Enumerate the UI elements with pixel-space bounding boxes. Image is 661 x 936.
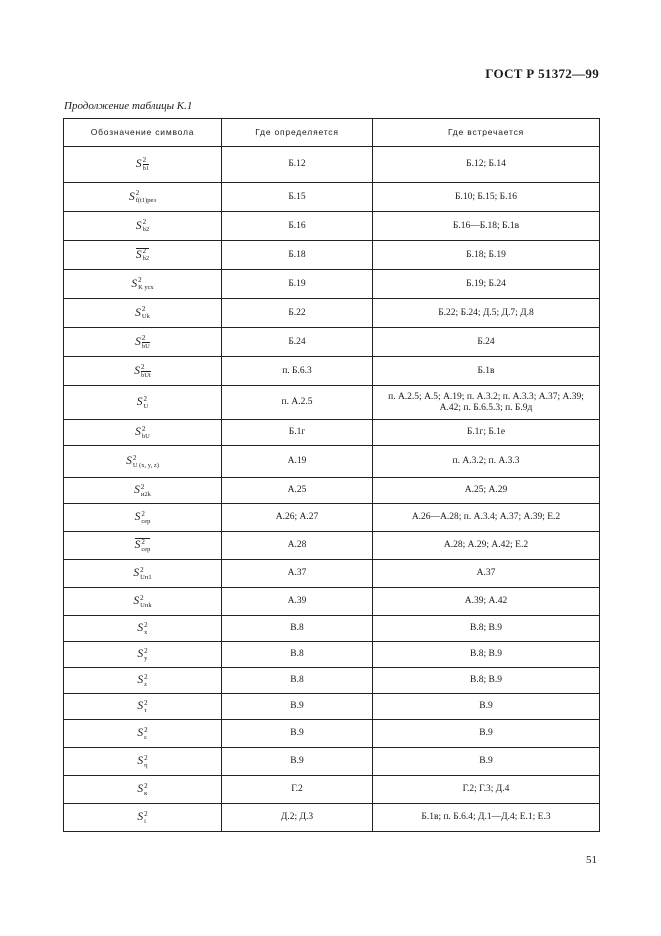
symbol-subscript: η <box>144 761 148 769</box>
defined-cell: В.9 <box>222 748 373 776</box>
symbol-subscript: Uk <box>141 313 150 320</box>
table-header-row <box>64 119 600 147</box>
symbol-base: S <box>135 335 141 348</box>
symbol-subscript: Uпk <box>140 601 152 609</box>
symbol-notation <box>135 426 150 438</box>
symbol-cell <box>64 299 222 328</box>
table-row <box>64 720 600 748</box>
symbol-base: S <box>135 306 141 319</box>
table-row <box>64 694 600 720</box>
symbol-base: S <box>135 158 142 171</box>
symbol-superscript: 2 <box>141 305 146 313</box>
symbol-cell <box>64 720 222 748</box>
symbol-cell <box>64 668 222 694</box>
symbol-superscript: 2 <box>140 593 144 602</box>
symbol-cell <box>64 588 222 616</box>
symbol-cell <box>64 357 222 386</box>
page-number: 51 <box>586 854 597 866</box>
used-cell: А.28; А.29; А.42; Е.2 <box>373 532 600 560</box>
defined-cell: Б.15 <box>222 183 373 212</box>
symbol-notation <box>137 811 147 823</box>
symbol-subscript: z <box>144 680 148 688</box>
symbol-notation <box>137 622 147 634</box>
symbol-base: S <box>131 277 138 290</box>
symbol-notation <box>137 648 147 660</box>
used-cell: А.37 <box>373 560 600 588</box>
used-cell: Б.18; Б.19 <box>373 241 600 270</box>
document-standard-title: ГОСТ Р 51372—99 <box>485 66 599 81</box>
symbol-superscript: 2 <box>141 362 145 371</box>
defined-cell: А.19 <box>222 446 373 478</box>
symbol-cell <box>64 446 222 478</box>
table-row <box>64 532 600 560</box>
symbol-cell <box>64 241 222 270</box>
symbol-superscript: 2 <box>138 276 142 284</box>
used-cell: Г.2; Г.3; Д.4 <box>373 776 600 804</box>
symbol-subscript: ε <box>144 733 147 741</box>
symbol-superscript: 2 <box>144 672 148 681</box>
defined-cell: Г.2 <box>222 776 373 804</box>
symbol-superscript: 2 <box>132 453 137 462</box>
defined-cell: А.28 <box>222 532 373 560</box>
column-header-used: Где встречается <box>373 119 600 147</box>
symbol-notation <box>137 674 147 686</box>
used-cell: Б.10; Б.15; Б.16 <box>373 183 600 212</box>
defined-cell: п. А.2.5 <box>222 386 373 420</box>
symbol-notation <box>133 567 151 579</box>
symbol-superscript: 2 <box>144 753 148 762</box>
symbol-cell <box>64 386 222 420</box>
used-cell: В.8; В.9 <box>373 668 600 694</box>
symbol-notation <box>134 362 151 379</box>
symbol-subscript: b1 <box>142 165 150 172</box>
defined-cell: Б.24 <box>222 328 373 357</box>
symbol-cell <box>64 328 222 357</box>
symbol-cell <box>64 270 222 299</box>
symbol-subscript: i <box>144 817 146 825</box>
symbols-table <box>63 118 600 832</box>
defined-cell: В.9 <box>222 720 373 748</box>
symbol-notation <box>137 727 147 739</box>
table-row <box>64 270 600 299</box>
symbol-cell <box>64 532 222 560</box>
symbol-superscript: 2 <box>142 247 147 255</box>
table-row <box>64 420 600 446</box>
symbol-base: S <box>137 674 144 687</box>
symbol-notation <box>137 755 147 767</box>
symbol-notation <box>135 511 151 523</box>
symbol-superscript: 2 <box>141 424 146 433</box>
symbol-superscript: 2 <box>141 537 145 546</box>
symbol-cell <box>64 478 222 504</box>
symbol-subscript: bUt <box>141 371 151 379</box>
defined-cell: В.8 <box>222 642 373 668</box>
table-row <box>64 328 600 357</box>
table-row <box>64 642 600 668</box>
defined-cell: Б.18 <box>222 241 373 270</box>
symbol-base: S <box>137 648 144 661</box>
symbol-base: S <box>135 426 141 439</box>
symbol-superscript: 2 <box>144 781 148 790</box>
symbol-subscript: b2 <box>142 226 150 233</box>
symbol-subscript: сер <box>141 517 151 525</box>
symbol-base: S <box>137 700 144 713</box>
table-row <box>64 616 600 642</box>
symbol-base: S <box>135 219 142 232</box>
symbol-subscript: U (x, y, z) <box>132 461 159 469</box>
column-header-symbol: Обозначение символа <box>64 119 222 147</box>
symbol-base: S <box>137 755 144 768</box>
defined-cell: Б.19 <box>222 270 373 299</box>
defined-cell: Б.16 <box>222 212 373 241</box>
symbol-cell <box>64 804 222 832</box>
symbol-cell <box>64 560 222 588</box>
used-cell: Б.1г; Б.1е <box>373 420 600 446</box>
symbol-superscript: 2 <box>144 725 148 734</box>
defined-cell: А.25 <box>222 478 373 504</box>
symbol-superscript: 2 <box>140 565 144 574</box>
symbol-base: S <box>137 622 144 635</box>
table-row <box>64 299 600 328</box>
used-cell: Б.16—Б.18; Б.1в <box>373 212 600 241</box>
used-cell: А.26—А.28; п. А.3.4; А.37; А.39; Е.2 <box>373 504 600 532</box>
used-cell: Б.12; Б.14 <box>373 147 600 183</box>
used-cell: В.9 <box>373 694 600 720</box>
symbol-notation <box>131 278 153 290</box>
symbol-notation <box>136 248 149 261</box>
symbol-superscript: 2 <box>141 333 146 342</box>
symbol-notation <box>126 455 159 467</box>
table-row <box>64 776 600 804</box>
symbol-notation <box>135 307 150 319</box>
used-cell: В.8; В.9 <box>373 642 600 668</box>
table-row <box>64 504 600 532</box>
symbol-subscript: f(t1)рез <box>135 197 157 204</box>
symbol-notation <box>137 700 147 712</box>
symbol-subscript: Uп1 <box>140 573 152 581</box>
symbol-subscript: к <box>144 789 148 797</box>
defined-cell: В.8 <box>222 616 373 642</box>
used-cell: п. А.3.2; п. А.3.3 <box>373 446 600 478</box>
defined-cell: п. Б.6.3 <box>222 357 373 386</box>
symbol-cell <box>64 642 222 668</box>
symbol-subscript: bU <box>141 432 150 440</box>
table-row <box>64 446 600 478</box>
symbol-cell <box>64 147 222 183</box>
symbol-base: S <box>137 811 144 824</box>
symbol-superscript: 2 <box>143 394 148 403</box>
defined-cell: А.39 <box>222 588 373 616</box>
table-row <box>64 588 600 616</box>
table-body <box>64 147 600 832</box>
symbol-subscript: x <box>144 628 148 636</box>
symbol-notation <box>129 191 156 203</box>
symbol-cell <box>64 212 222 241</box>
symbol-notation <box>135 333 150 350</box>
symbol-cell <box>64 616 222 642</box>
symbol-superscript: 2 <box>142 156 147 164</box>
symbol-superscript: 2 <box>141 509 145 518</box>
symbol-superscript: 2 <box>140 482 145 491</box>
symbol-superscript: 2 <box>144 698 148 707</box>
used-cell: А.25; А.29 <box>373 478 600 504</box>
symbol-cell <box>64 420 222 446</box>
symbol-subscript: bU <box>141 342 150 350</box>
table-caption: Продолжение таблицы К.1 <box>64 100 193 112</box>
table-row <box>64 386 600 420</box>
symbol-base: S <box>133 595 140 608</box>
table-row <box>64 241 600 270</box>
symbol-notation <box>137 396 148 408</box>
used-cell: Б.22; Б.24; Д.5; Д.7; Д.8 <box>373 299 600 328</box>
symbol-notation <box>137 783 147 795</box>
table-row <box>64 212 600 241</box>
symbol-superscript: 2 <box>144 646 148 655</box>
symbol-base: S <box>134 539 141 552</box>
symbol-cell <box>64 748 222 776</box>
symbol-base: S <box>126 455 132 468</box>
symbol-cell <box>64 183 222 212</box>
symbol-cell <box>64 694 222 720</box>
table-row <box>64 748 600 776</box>
defined-cell: Б.22 <box>222 299 373 328</box>
used-cell: В.8; В.9 <box>373 616 600 642</box>
symbol-subscript: τ <box>144 706 147 714</box>
symbol-superscript: 2 <box>135 189 140 197</box>
defined-cell: А.37 <box>222 560 373 588</box>
symbol-cell <box>64 504 222 532</box>
symbol-subscript: K усх <box>138 284 154 291</box>
defined-cell: Б.1г <box>222 420 373 446</box>
table-row <box>64 357 600 386</box>
symbol-notation <box>134 484 151 496</box>
used-cell: Б.24 <box>373 328 600 357</box>
used-cell: А.39; А.42 <box>373 588 600 616</box>
symbol-subscript: U <box>143 402 149 410</box>
symbol-base: S <box>134 484 140 497</box>
table-row <box>64 560 600 588</box>
symbol-subscript: и2k <box>140 490 151 498</box>
table-row <box>64 478 600 504</box>
symbol-base: S <box>133 567 140 580</box>
symbol-cell <box>64 776 222 804</box>
used-cell: В.9 <box>373 748 600 776</box>
table-row <box>64 183 600 212</box>
symbol-notation <box>133 595 151 607</box>
symbol-base: S <box>137 783 144 796</box>
defined-cell: В.8 <box>222 668 373 694</box>
table-row <box>64 804 600 832</box>
used-cell: Б.1в; п. Б.6.4; Д.1—Д.4; Е.1; Е.3 <box>373 804 600 832</box>
symbol-base: S <box>134 511 141 524</box>
used-cell: В.9 <box>373 720 600 748</box>
symbol-notation <box>136 158 149 170</box>
symbol-base: S <box>136 396 143 409</box>
table-row <box>64 147 600 183</box>
table-row <box>64 668 600 694</box>
symbol-subscript: b2 <box>142 255 150 262</box>
symbol-subscript: y <box>144 654 148 662</box>
defined-cell: Д.2; Д.3 <box>222 804 373 832</box>
symbol-base: S <box>137 727 144 740</box>
symbol-base: S <box>128 190 135 203</box>
symbol-base: S <box>135 248 142 261</box>
symbol-superscript: 2 <box>142 218 147 226</box>
symbol-notation <box>135 538 151 551</box>
symbol-base: S <box>134 364 140 377</box>
defined-cell: Б.12 <box>222 147 373 183</box>
column-header-defined: Где определяется <box>222 119 373 147</box>
symbol-notation <box>136 220 149 232</box>
symbol-superscript: 2 <box>144 809 148 818</box>
defined-cell: А.26; А.27 <box>222 504 373 532</box>
defined-cell: В.9 <box>222 694 373 720</box>
symbol-subscript: сер <box>141 545 151 553</box>
used-cell: Б.19; Б.24 <box>373 270 600 299</box>
used-cell: п. А.2.5; А.5; А.19; п. А.3.2; п. А.3.3; А.37; А.39; А.42; п. Б.6.5.3; п. Б.9д <box>373 386 600 420</box>
symbol-superscript: 2 <box>144 620 148 629</box>
used-cell: Б.1в <box>373 357 600 386</box>
